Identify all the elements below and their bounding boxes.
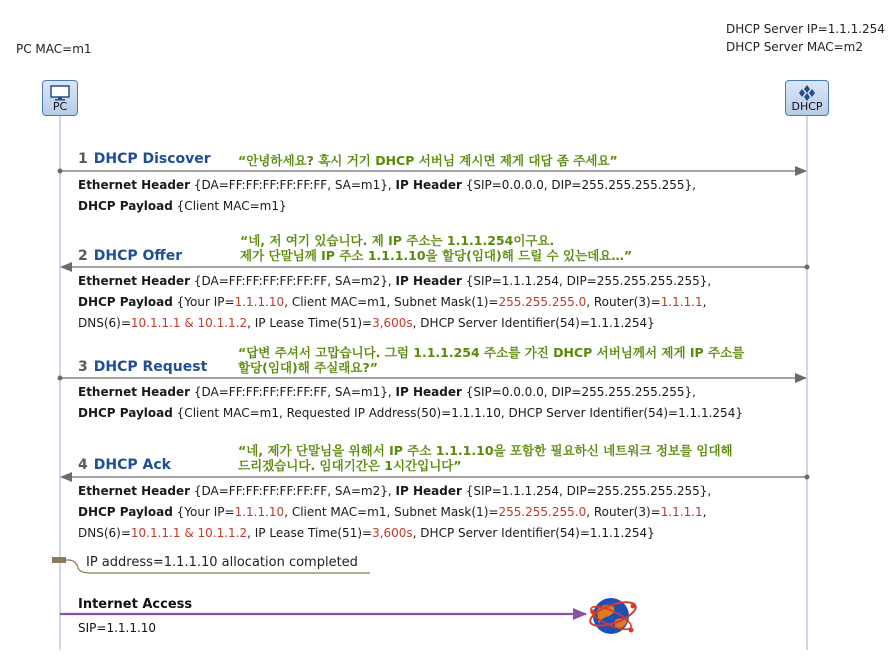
- payload-value-highlight: 1.1.1.1: [660, 295, 703, 309]
- payload-text: , IP Lease Time(51)=: [247, 316, 373, 330]
- message-2-number: 2: [78, 248, 88, 264]
- server-mac-label: DHCP Server MAC=m2: [726, 40, 863, 54]
- message-4-title: [78, 457, 171, 473]
- message-1-number: 1: [78, 151, 88, 167]
- payload-value-highlight: 255.255.255.0: [498, 505, 587, 519]
- message-2-quote-line2: 제가 단말님께 IP 주소 1.1.1.10을 할당(임대)해 드릴 수 있는데요…”: [240, 248, 633, 263]
- internet-access-title: Internet Access: [78, 597, 193, 612]
- payload-text: , Client MAC=m1, Subnet Mask(1)=: [284, 505, 499, 519]
- message-1-quote: “안녕하세요? 혹시 거기 DHCP 서버님 계시면 제게 대답 좀 주세요”: [238, 153, 618, 168]
- message-4-quote-line1: “네, 제가 단말님을 위해서 IP 주소 1.1.1.10을 포함한 필요하신 네트워크 정보를 임대해: [238, 443, 733, 458]
- payload-field-label: Ethernet Header: [78, 385, 191, 399]
- dhcp-server-node[interactable]: [785, 80, 829, 116]
- payload-text: {SIP=1.1.1.254, DIP=255.255.255.255},: [461, 274, 712, 288]
- message-3-title: [78, 359, 207, 375]
- payload-field-label: IP Header: [395, 385, 462, 399]
- message-1-payload: [78, 175, 696, 217]
- payload-line: [78, 175, 696, 196]
- message-3-name: DHCP Request: [93, 359, 208, 375]
- payload-value-highlight: 1.1.1.10: [234, 505, 285, 519]
- message-1-name: DHCP Discover: [93, 151, 211, 167]
- globe-network-icon: [587, 592, 639, 642]
- allocation-note: IP address=1.1.1.10 allocation completed: [86, 555, 358, 570]
- payload-line: [78, 313, 711, 334]
- payload-text: ,: [702, 505, 707, 519]
- payload-field-label: DHCP Payload: [78, 199, 173, 213]
- payload-field-label: IP Header: [395, 484, 462, 498]
- payload-text: {DA=FF:FF:FF:FF:FF:FF, SA=m1},: [190, 385, 396, 399]
- payload-value-highlight: 1.1.1.1: [660, 505, 703, 519]
- payload-field-label: DHCP Payload: [78, 295, 173, 309]
- payload-text: {Client MAC=m1}: [172, 199, 287, 213]
- message-2-title: [78, 248, 182, 264]
- payload-text: , Router(3)=: [586, 505, 661, 519]
- payload-text: {DA=FF:FF:FF:FF:FF:FF, SA=m1},: [190, 178, 396, 192]
- payload-text: , Client MAC=m1, Subnet Mask(1)=: [284, 295, 499, 309]
- payload-line: [78, 523, 711, 544]
- payload-field-label: DHCP Payload: [78, 505, 173, 519]
- message-2-quote-line1: “네, 저 여기 있습니다. 제 IP 주소는 1.1.1.254이구요.: [240, 233, 555, 248]
- payload-text: {Your IP=: [172, 295, 235, 309]
- pc-caption: PC: [52, 100, 68, 113]
- payload-line: [78, 403, 743, 424]
- payload-field-label: Ethernet Header: [78, 274, 191, 288]
- payload-value-highlight: 10.1.1.1 & 10.1.1.2: [130, 526, 248, 540]
- payload-field-label: IP Header: [395, 178, 462, 192]
- payload-line: [78, 502, 711, 523]
- payload-text: DNS(6)=: [78, 526, 131, 540]
- payload-text: {Your IP=: [172, 505, 235, 519]
- message-1-title: [78, 151, 211, 167]
- message-3-payload: [78, 382, 743, 424]
- payload-text: {SIP=1.1.1.254, DIP=255.255.255.255},: [461, 484, 712, 498]
- payload-text: DNS(6)=: [78, 316, 131, 330]
- payload-text: , DHCP Server Identifier(54)=1.1.1.254}: [412, 316, 655, 330]
- payload-text: {DA=FF:FF:FF:FF:FF:FF, SA=m2},: [190, 484, 396, 498]
- payload-field-label: Ethernet Header: [78, 484, 191, 498]
- payload-line: [78, 196, 696, 217]
- message-3-quote-line2: 할당(임대)해 주실래요?”: [238, 360, 378, 375]
- payload-value-highlight: 10.1.1.1 & 10.1.1.2: [130, 316, 248, 330]
- server-caption: DHCP: [791, 100, 823, 113]
- payload-field-label: IP Header: [395, 274, 462, 288]
- message-4-number: 4: [78, 457, 88, 473]
- payload-value-highlight: 255.255.255.0: [498, 295, 587, 309]
- message-2-payload: [78, 271, 711, 334]
- payload-text: {SIP=0.0.0.0, DIP=255.255.255.255},: [461, 178, 696, 192]
- payload-text: {SIP=0.0.0.0, DIP=255.255.255.255},: [461, 385, 696, 399]
- message-4-quote-line2: 드리겠습니다. 임대기간은 1시간입니다”: [238, 458, 462, 473]
- payload-text: ,: [702, 295, 707, 309]
- payload-field-label: Ethernet Header: [78, 178, 191, 192]
- server-ip-label: DHCP Server IP=1.1.1.254: [726, 22, 885, 36]
- pc-mac-label: PC MAC=m1: [16, 42, 92, 56]
- payload-line: [78, 292, 711, 313]
- message-3-number: 3: [78, 359, 88, 375]
- payload-value-highlight: 3,600s: [372, 316, 413, 330]
- message-2-name: DHCP Offer: [93, 248, 183, 264]
- payload-line: [78, 382, 743, 403]
- payload-value-highlight: 1.1.1.10: [234, 295, 285, 309]
- pc-node[interactable]: [42, 80, 78, 116]
- payload-line: [78, 271, 711, 292]
- payload-text: {Client MAC=m1, Requested IP Address(50)=1.1.1.10, DHCP Server Identifier(54)=1.1.1.254}: [172, 406, 743, 420]
- payload-line: [78, 481, 711, 502]
- payload-text: {DA=FF:FF:FF:FF:FF:FF, SA=m2},: [190, 274, 396, 288]
- message-3-quote-line1: “답변 주셔서 고맙습니다. 그럼 1.1.1.254 주소를 가진 DHCP 서버님께서 제게 IP 주소를: [238, 345, 745, 360]
- message-4-payload: [78, 481, 711, 544]
- payload-text: , Router(3)=: [586, 295, 661, 309]
- internet-access-sip: SIP=1.1.1.10: [78, 621, 157, 635]
- payload-field-label: DHCP Payload: [78, 406, 173, 420]
- payload-value-highlight: 3,600s: [372, 526, 413, 540]
- payload-text: , IP Lease Time(51)=: [247, 526, 373, 540]
- message-4-name: DHCP Ack: [93, 457, 171, 473]
- payload-text: , DHCP Server Identifier(54)=1.1.1.254}: [412, 526, 655, 540]
